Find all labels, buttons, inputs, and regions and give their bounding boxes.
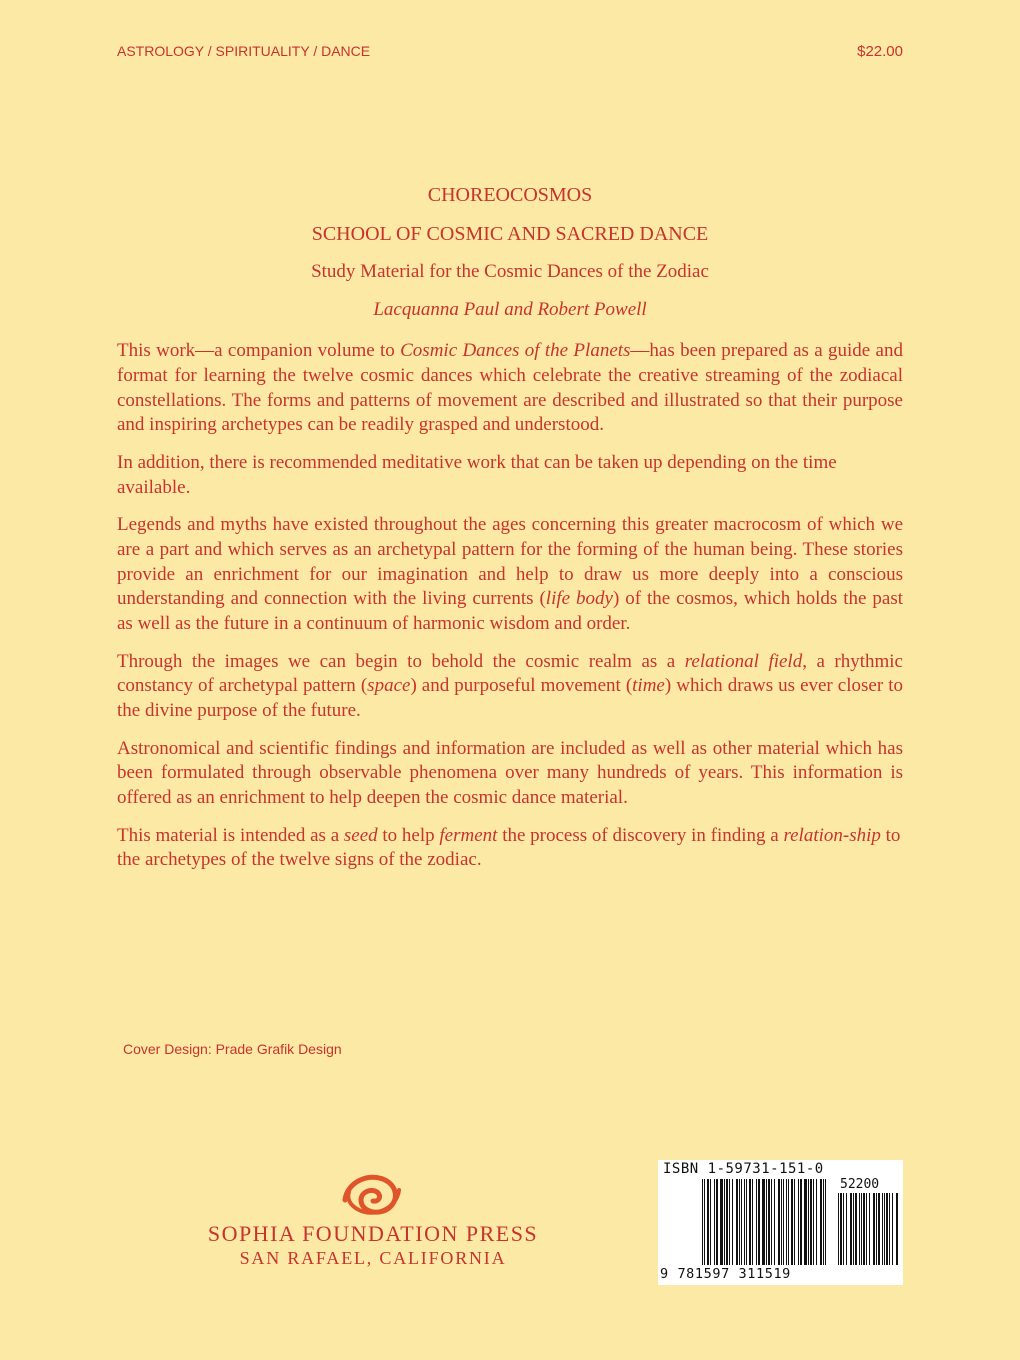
barcode-bar bbox=[794, 1179, 795, 1265]
barcode-bar bbox=[861, 1193, 862, 1265]
barcode-bar bbox=[791, 1179, 793, 1265]
barcode-bar bbox=[716, 1179, 718, 1265]
barcode-bar bbox=[843, 1193, 844, 1265]
barcode-bar bbox=[758, 1179, 760, 1265]
book-subtitle: SCHOOL OF COSMIC AND SACRED DANCE bbox=[311, 223, 709, 245]
publisher-location: SAN RAFAEL, CALIFORNIA bbox=[239, 1248, 507, 1268]
barcode-bar bbox=[771, 1179, 772, 1265]
barcode-bar bbox=[710, 1179, 711, 1265]
p1-emphasis: Cosmic Dances of the Planets bbox=[400, 340, 631, 361]
barcode-bar bbox=[752, 1179, 753, 1265]
barcode-bar bbox=[788, 1179, 789, 1265]
barcode-bar bbox=[778, 1179, 780, 1265]
barcode-bar bbox=[853, 1193, 854, 1265]
barcode-bar bbox=[855, 1193, 857, 1265]
price-label: $22.00 bbox=[857, 43, 903, 60]
p4-emphasis-1: relational field bbox=[684, 650, 803, 672]
p4-text-c: ) and purposeful movement ( bbox=[410, 675, 633, 697]
barcode-bar bbox=[768, 1179, 770, 1265]
barcode-bar bbox=[702, 1179, 703, 1265]
barcode-bar bbox=[808, 1179, 809, 1265]
p6-text-d: to the archetypes of the twelve signs of the zodiac. bbox=[117, 824, 901, 871]
spiral-logo-icon bbox=[339, 1170, 405, 1220]
ean-digits: 9 781597 311519 bbox=[660, 1266, 791, 1282]
barcode-bar bbox=[892, 1193, 893, 1265]
p3-text-a: Legends and myths have existed throughout the ages concerning this greater macrocosm of which we are a part and which serves as an archetypal pattern for the forming of the human being. These stories provide an enrichment for our imagination and help to draw us more deeply into a conscious understanding and connection with the living currents ( bbox=[117, 513, 903, 610]
barcode-bar bbox=[739, 1179, 740, 1265]
study-line: Study Material for the Cosmic Dances of the Zodiac bbox=[311, 261, 709, 282]
category-label: ASTROLOGY / SPIRITUALITY / DANCE bbox=[117, 43, 371, 59]
barcode-bar bbox=[741, 1179, 742, 1265]
barcode-bar bbox=[869, 1193, 870, 1265]
barcode-bar bbox=[838, 1193, 839, 1265]
paragraph-2: In addition, there is recommended meditative work that can be taken up depending on the time available. bbox=[117, 451, 837, 498]
barcode-bar bbox=[889, 1193, 890, 1265]
cover-design-credit: Cover Design: Prade Grafik Design bbox=[123, 1041, 342, 1057]
barcode-bar bbox=[786, 1179, 787, 1265]
barcode-bar bbox=[846, 1193, 847, 1265]
barcode-bar bbox=[726, 1179, 728, 1265]
p6-emphasis-2: ferment bbox=[439, 824, 498, 846]
barcode-bar bbox=[704, 1179, 705, 1265]
price-code: 52200 bbox=[840, 1177, 880, 1192]
barcode-bar bbox=[863, 1193, 865, 1265]
p6-emphasis-3: relation-ship bbox=[783, 824, 881, 846]
paragraph-1 bbox=[117, 339, 903, 438]
barcode-bar bbox=[873, 1193, 875, 1265]
barcode-bar bbox=[840, 1193, 842, 1265]
barcode-bar bbox=[878, 1193, 880, 1265]
barcode-bar bbox=[810, 1179, 812, 1265]
barcode-bar bbox=[749, 1179, 751, 1265]
barcode-bar bbox=[800, 1179, 802, 1265]
publisher-name: SOPHIA FOUNDATION PRESS bbox=[207, 1221, 539, 1246]
p6-text-a: This material is intended as a bbox=[117, 824, 344, 846]
barcode-bar bbox=[762, 1179, 765, 1265]
p4-text-a: Through the images we can begin to behold the cosmic realm as a bbox=[117, 650, 685, 672]
barcode-bar bbox=[756, 1179, 757, 1265]
p4-emphasis-2: space bbox=[367, 675, 411, 697]
barcode-bar bbox=[798, 1179, 799, 1265]
barcode-bar bbox=[825, 1179, 826, 1265]
barcode-bar bbox=[882, 1193, 883, 1265]
barcode-bar bbox=[744, 1179, 745, 1265]
p4-text-b: , a rhythmic constancy of archetypal pattern ( bbox=[117, 650, 903, 697]
barcode-bar bbox=[720, 1179, 723, 1265]
p4-text-d: ) which draws us ever closer to the divine purpose of the future. bbox=[117, 675, 903, 722]
barcode-bar bbox=[732, 1179, 733, 1265]
addon-bars bbox=[838, 1193, 898, 1265]
barcode-bar bbox=[886, 1193, 888, 1265]
isbn-barcode bbox=[658, 1160, 903, 1285]
barcode-bar bbox=[736, 1179, 738, 1265]
paragraph-5: Astronomical and scientific findings and information are included as well as other material which has been formulated through observable phenomena over many hundreds of years. This information is offered as an enrichment to help deepen the cosmic dance material. bbox=[117, 737, 903, 809]
barcode-bar bbox=[816, 1179, 817, 1265]
barcode-bar bbox=[859, 1193, 860, 1265]
p1-text-b: —has been prepared as a guide and format for learning the twelve cosmic dances which celebrate the creative streaming of the zodiacal constellations. The forms and patterns of movement are described and illustrated so that their purpose and inspiring archetypes can be readily grasped and understood. bbox=[117, 340, 903, 436]
barcode-bar bbox=[823, 1179, 824, 1265]
p6-emphasis-1: seed bbox=[343, 824, 378, 846]
book-title: CHOREOCOSMOS bbox=[427, 184, 593, 206]
barcode-bar bbox=[781, 1179, 782, 1265]
authors: Lacquanna Paul and Robert Powell bbox=[373, 299, 647, 320]
barcode-bar bbox=[804, 1179, 807, 1265]
barcode-bar bbox=[813, 1179, 814, 1265]
barcode-bar bbox=[724, 1179, 725, 1265]
barcode-bar bbox=[774, 1179, 775, 1265]
p1-text-a: This work—a companion volume to bbox=[117, 340, 401, 361]
p3-text-b: ) of the cosmos, which holds the past as well as the future in a continuum of harmonic wisdom and order. bbox=[117, 588, 903, 635]
barcode-bar bbox=[820, 1179, 822, 1265]
p4-emphasis-3: time bbox=[632, 675, 665, 697]
barcode-bar bbox=[896, 1193, 898, 1265]
isbn-text: ISBN 1-59731-151-0 bbox=[663, 1161, 824, 1177]
p3-emphasis: life body bbox=[545, 588, 613, 610]
barcode-bar bbox=[746, 1179, 747, 1265]
description-body bbox=[117, 339, 903, 886]
barcode-bar bbox=[714, 1179, 715, 1265]
paragraph-3 bbox=[117, 513, 903, 637]
barcode-bar bbox=[783, 1179, 784, 1265]
barcode-bar bbox=[707, 1179, 709, 1265]
barcode-bar bbox=[876, 1193, 877, 1265]
p6-text-c: the process of discovery in finding a bbox=[497, 824, 784, 846]
barcode-bar bbox=[729, 1179, 730, 1265]
p6-text-b: to help bbox=[377, 824, 440, 846]
barcode-bar bbox=[866, 1193, 867, 1265]
ean-bars bbox=[702, 1179, 826, 1265]
barcode-bar bbox=[766, 1179, 767, 1265]
paragraph-4 bbox=[117, 650, 903, 724]
barcode-bar bbox=[850, 1193, 852, 1265]
barcode-bar bbox=[884, 1193, 885, 1265]
paragraph-6 bbox=[117, 824, 903, 874]
